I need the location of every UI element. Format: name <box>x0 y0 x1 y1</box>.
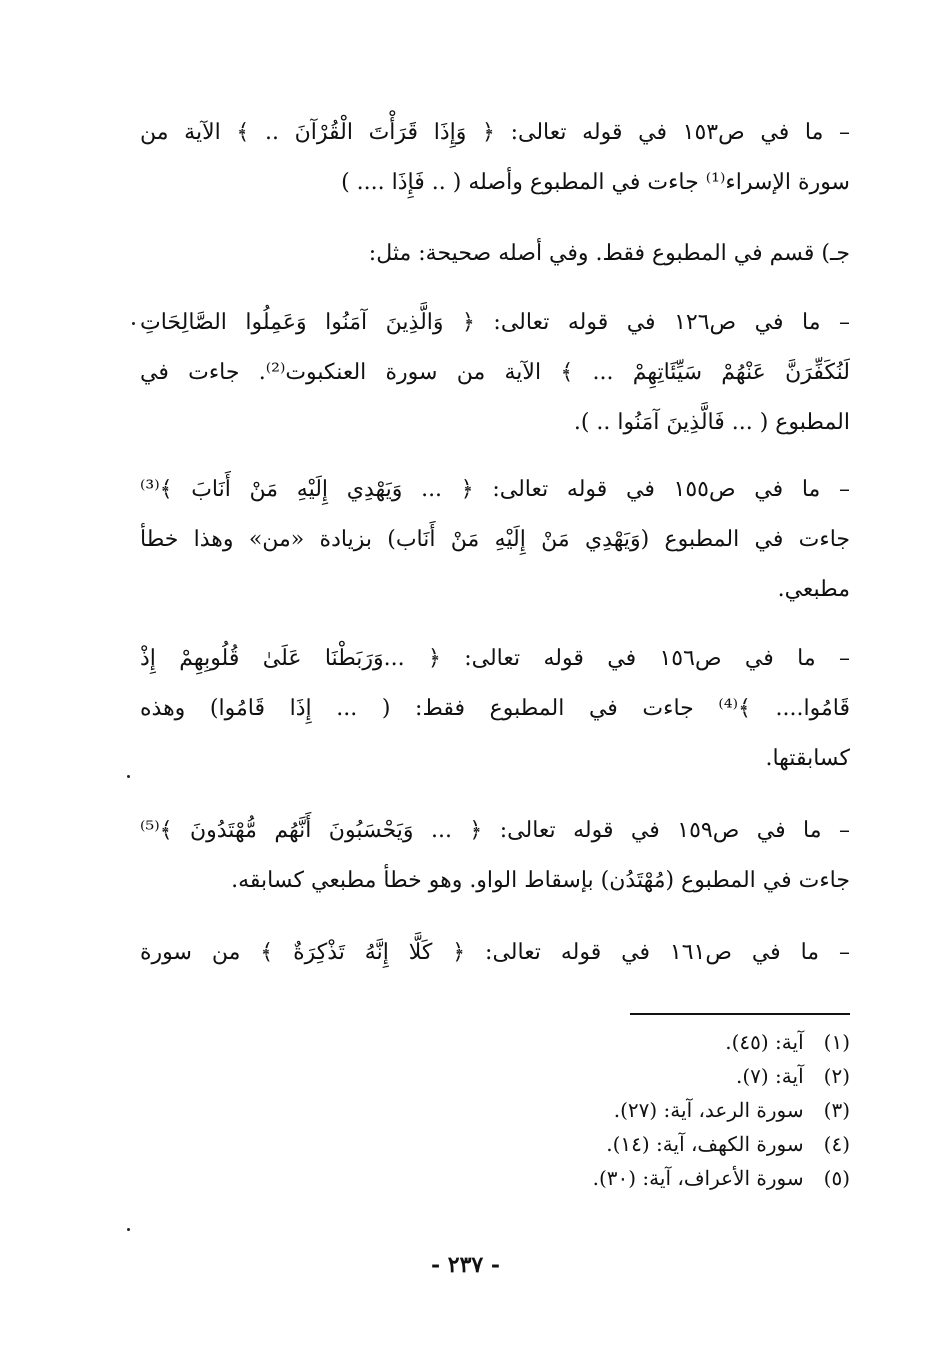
scan-speck <box>132 322 135 325</box>
paragraph-1 <box>140 108 850 208</box>
footnote-text: سورة الرعد، آية: (٢٧). <box>613 1098 804 1122</box>
footnote-text: سورة الكهف، آية: (١٤). <box>606 1132 804 1156</box>
footnote-text: آية: (٧). <box>735 1064 804 1088</box>
paragraph-line: مطبعي. <box>777 577 850 602</box>
paragraph-2 <box>140 229 850 279</box>
footnote-number: (٥) <box>823 1166 850 1190</box>
paragraph-line: – ما في ص١٥٥ في قوله تعالى: ﴿ ... وَيَهْدِي إِلَيْهِ مَنْ أَنَابَ ﴾⁽³⁾ <box>140 477 850 502</box>
paragraph-3 <box>140 298 850 448</box>
paragraph-7 <box>140 928 850 978</box>
paragraph-line: – ما في ص١٦١ في قوله تعالى: ﴿ كَلَّا إِنَّهُ تَذْكِرَةٌ ﴾ من سورة <box>140 940 850 965</box>
paragraph-line: – ما في ص١٢٦ في قوله تعالى: ﴿ وَالَّذِينَ آمَنُوا وَعَمِلُوا الصَّالِحَاتِ <box>140 310 850 335</box>
footnote-text: آية: (٤٥). <box>725 1030 804 1054</box>
footnote-text: سورة الأعراف، آية: (٣٠). <box>592 1166 804 1190</box>
footnote-number: (٢) <box>823 1064 850 1088</box>
footnote-number: (١) <box>823 1030 850 1054</box>
footnote-item <box>400 1093 850 1127</box>
paragraph-line: جـ) قسم في المطبوع فقط. وفي أصله صحيحة: مثل: <box>368 241 850 266</box>
page-number: - ٢٣٧ - <box>430 1252 501 1278</box>
paragraph-line: جاءت في المطبوع (وَيَهْدِي مَنْ إِلَيْهِ مَنْ أَنَاب) بزيادة «من» وهذا خطأ <box>140 527 850 552</box>
footnote-number: (٤) <box>823 1132 850 1156</box>
footnote-item <box>400 1161 850 1195</box>
paragraph-line: المطبوع ( ... فَالَّذِينَ آمَنُوا .. ). <box>573 410 850 435</box>
paragraph-line: كسابقتها. <box>765 746 850 771</box>
footnote-item <box>400 1025 850 1059</box>
footnote-item <box>400 1127 850 1161</box>
paragraph-line: قَامُوا.... ﴾⁽⁴⁾ جاءت في المطبوع فقط: ( ... إِذَا قَامُوا) وهذه <box>140 696 850 721</box>
paragraph-line: – ما في ص١٥٩ في قوله تعالى: ﴿ ... وَيَحْسَبُونَ أَنَّهُم مُّهْتَدُونَ ﴾⁽⁵⁾ <box>140 818 850 843</box>
footnote-divider <box>630 1013 850 1015</box>
paragraph-line: لَنُكَفِّرَنَّ عَنْهُمْ سَيِّئَاتِهِمْ ... ﴾ الآية من سورة العنكبوت⁽²⁾. جاءت في <box>140 360 850 385</box>
scan-speck <box>127 1228 130 1231</box>
paragraph-line: – ما في ص١٥٦ في قوله تعالى: ﴿ ...وَرَبَطْنَا عَلَىٰ قُلُوبِهِمْ إِذْ <box>140 646 850 671</box>
footnote-number: (٣) <box>823 1098 850 1122</box>
scan-speck <box>127 775 130 778</box>
paragraph-line: سورة الإسراء⁽¹⁾ جاءت في المطبوع وأصله ( .. فَإِذَا .... ) <box>341 170 850 195</box>
paragraph-4 <box>140 465 850 615</box>
paragraph-line: – ما في ص١٥٣ في قوله تعالى: ﴿ وَإِذَا قَرَأْتَ الْقُرْآنَ .. ﴾ الآية من <box>140 120 850 145</box>
paragraph-5 <box>140 634 850 784</box>
footnote-item <box>400 1059 850 1093</box>
paragraph-line: جاءت في المطبوع (مُهْتَدُن) بإسقاط الواو. وهو خطأ مطبعي كسابقه. <box>231 868 850 893</box>
footnotes <box>400 1025 850 1195</box>
paragraph-6 <box>140 806 850 906</box>
